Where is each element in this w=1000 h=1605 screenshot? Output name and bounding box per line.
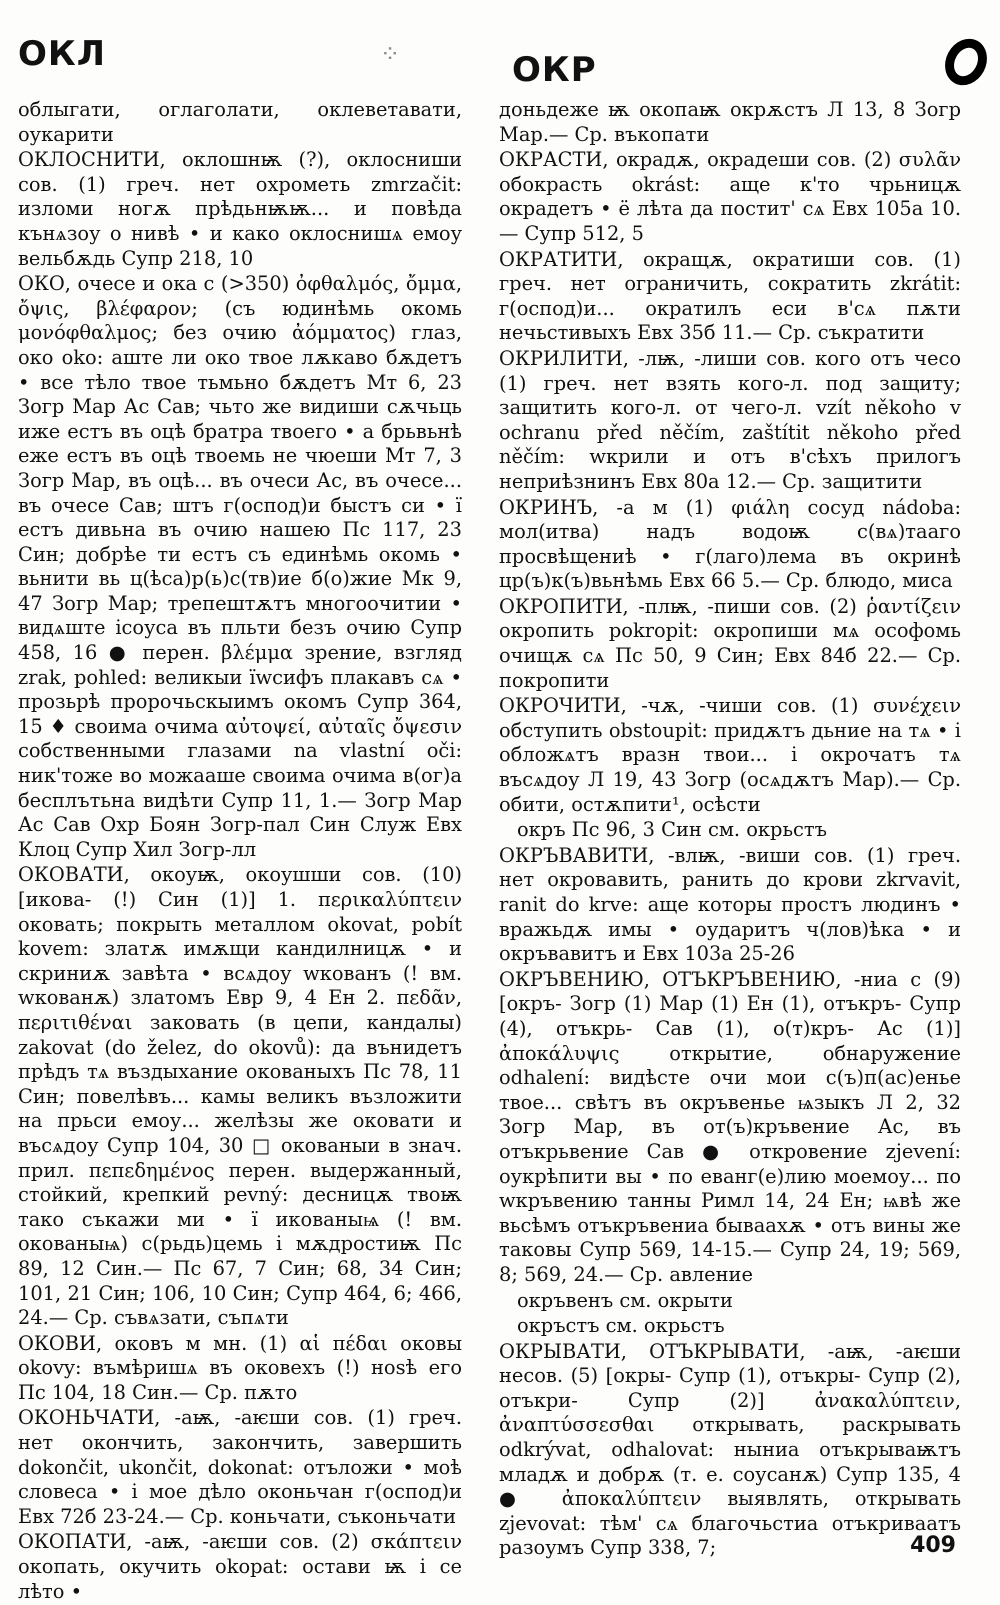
entry-okriliti: ОКРИЛИТИ, -лѭ, -лиши сов. кого отъ чесо (1) греч. нет взять кого-л. под защиту; защитить кого-л. от чего-л. vzít někoho v ochranu před něčím, zaštítit někoho před něčím: wкрили и отъ в'сѣхъ прилогъ неприѣзнинъ Евх 80а 12.— Ср. защитити bbox=[499, 346, 961, 493]
entry-continuation: доньдеже ѭ окопаѭ окрѫстъ Л 13, 8 Зогр Мар.— Ср. въкопати bbox=[499, 98, 961, 146]
entry-continuation: облыгати, оглаголати, оклеветавати, оукарити bbox=[18, 98, 462, 146]
cross-reference: окръ Пс 96, 3 Син см. окрьстъ bbox=[517, 818, 827, 842]
entry-okonychati: ОКОНЬЧАТИ, -аѭ, -аѥши сов. (1) греч. нет окончить, закончить, завершить dokončit, ukončit, dokonat: отъложи • моѣ словеса • і мое дѣло оконьчан г(оспод)и Евх 72б 23-24.— Ср. коньчати, съконьчати bbox=[18, 1406, 462, 1528]
section-letter-o-icon bbox=[937, 31, 995, 92]
entry-okryvati: ОКРЫВАТИ, ОТЪКРЫВАТИ, -аѭ, -аѥши несов. (5) [окры- Супр (1), отъкры- Супр (2), отъкри- Супр (2)] ἀνακαλύπτειν, ἀναπτύσσεσθαι открывать, раскрывать odkrývat, odhalovat: ныниа отъкрываѭтъ младѫ и добрѫ (т. е. соусанѫ) Супр 135, 4 ● ἀποκαλύπτειν выявлять, открывать zjevovat: тѣм' сѧ благочьстиа отъкриваатъ разоумъ Супр 338, 7; bbox=[499, 1339, 961, 1560]
entry-okloсniti: ОКЛОСНИТИ, оклошнѭ (?), оклосниши сов. (1) греч. нет охрометь zmrzačit: изломи ногѫ прѣдьнѭѭ... и повѣда кънѧзоу о нивѣ • и како оклоснишѧ емоу вельбѫдь Супр 218, 10 bbox=[18, 148, 462, 270]
running-head-left: ОКЛ bbox=[18, 34, 106, 74]
entry-okrochiti: ОКРОЧИТИ, -чѫ, -чиши сов. (1) συνέχειν обступить obstoupit: придѫтъ дьние на тѧ • і обложѧтъ вразн твои... і окрочатъ тѧ въсѧдоу Л 19, 43 Зогр (осѧдѫтъ Мар).— Ср. обити, остѫпити¹, осѣсти bbox=[499, 694, 961, 816]
running-head-center: ОКР bbox=[512, 50, 597, 90]
entry-okropiti: ОКРОПИТИ, -плѭ, -пиши сов. (2) ῥαντίζειν окропить pokropit: окропиши мѧ ософомь очищѫ сѧ Пс 50, 9 Син; Евх 84б 22.— Ср. покропити bbox=[499, 594, 961, 692]
entry-okovati: ОКОВАТИ, окоуѭ, окоушши сов. (10) [икова- (!) Син (1)] 1. περικαλύπτειν оковать; покрыть металлом okovat, pobít kovem: златѫ имѫщи кандилницѫ • и скриниѫ завѣта • всѧдоу wкованъ (! вм. wкованѫ) златомъ Евр 9, 4 Ен 2. πεδᾶν, περιτιθέναι заковать (в цепи, кандалы) zakovat (do želez, do okovů): да вънидетъ прѣдъ тѧ въздыхание окованыхъ Пс 78, 11 Син; повелѣвъ... камы великъ възложити на прьси емоу... желѣзы же оковати и въсѧдоу Супр 104, 30 □ окованыи в знач. прил. πεπεδημένος перен. выдержанный, стойкий, крепкий pevný: десницѫ твоѭ тако съкажи ми • ї икованыѩ (! вм. окованыѩ) с(рьдь)цемь і мѫдростиѭ Пс 89, 12 Син.— Пс 67, 7 Син; 68, 34 Син; 101, 21 Син; 106, 10 Син; Супр 464, 6; 466, 24.— Ср. съвѧзати, съпѧти bbox=[18, 863, 462, 1330]
entry-okovi: ОКОВИ, оковъ м мн. (1) αἱ πέδαι оковы okovy: въмѣришѧ въ оковехъ (!) ноѕѣ его Пс 104, 18 Син.— Ср. пѫто bbox=[18, 1331, 462, 1404]
right-column bbox=[499, 98, 961, 1562]
entry-okrin: ОКРИНЪ, -а м (1) φιάλη сосуд nádoba: мол(итва) надъ водоѭ с(вѧ)тааго просвѣщениѣ • г(лаго)лема въ окринѣ цр(ъ)к(ъ)вьнѣмь Евх 66 5.— Ср. блюдо, миса bbox=[499, 495, 961, 593]
page-number: 409 bbox=[910, 1533, 956, 1558]
entry-okratiti: ОКРАТИТИ, окращѫ, ократиши сов. (1) греч. нет ограничить, сократить zkrátit: г(оспод)и... ократилъ еси в'сѧ пѫти нечьстивыхъ Евх 35б 11.— Ср. съкратити bbox=[499, 247, 961, 345]
print-smudge: ⁘ bbox=[380, 40, 401, 68]
entry-okrvenie: ОКРЪВЕНИЮ, ОТЪКРЪВЕНИЮ, -ниа с (9) [окръ- Зогр (1) Мар (1) Ен (1), отъкръ- Супр (4), отъкрь- Сав (1), о(т)кръ- Ас (1)] ἀποκάλυψις открытие, обнаружение odhalení: видѣсте очи мои с(ъ)п(ас)енье твое... свѣтъ въ окръвенье ѩзыкъ Л 2, 32 Зогр Мар, въ от(ъ)кръвение Ас, въ отъкрьвение Сав ● откровение zjevení: оукрѣпити вы • по еванг(е)лию моемоу... по wкръвению танны Римл 14, 24 Ен; ѩвѣ же вьсѣмъ отъкръвениа бываахѫ • отъ вины же таковы Супр 569, 14-15.— Супр 24, 19; 569, 8; 569, 24.— Ср. авление bbox=[499, 967, 961, 1286]
cross-reference: окръвенъ см. окрыти bbox=[517, 1288, 733, 1312]
entry-oko: ОКО, очесе и ока с (>350) ὀφθαλμός, ὄμμα, ὄψις, βλέφαρον; (съ юдинѣмь окомь μονόφθαλμος; без очию ἀόμματος) глаз, око oko: аште ли око твое лѫкаво бѫдетъ • все тѣло твое тьмьно бѫдетъ Мт 6, 23 Зогр Мар Ас Сав; чьто же видиши сѫчьць иже естъ въ оцѣ братра твоего • а брьвьнѣ еже естъ въ оцѣ твоемь не чюеши Мт 7, 3 Зогр Мар, въ оцѣ... въ очеси Ас, въ очесе... въ очесе Сав; штъ г(оспод)и быстъ си • ї естъ дивьна въ очию нашею Пс 117, 23 Син; добрѣе ти естъ съ единѣмь окомь • вьнити вь ц(ѣса)р(ь)с(тв)ие б(о)жие Мк 9, 47 Зогр Мар; трепештѫтъ многоочитии • видѧште ісоуса въ пльти безъ очию Супр 458, 16 ● перен. βλέμμα зрение, взгляд zrak, pohled: великыи їwсифъ плакавъ сѧ • прозьрѣ пророчьскыимъ окомъ Супр 364, 15 ♦ своима очима αὐτοψεί, αὐταῖς ὄψεσιν собственными глазами na vlastní oči: ник'тоже во можааше своима очима в(ог)а бесплътьна видѣти Супр 11, 1.— Зогр Мар Ас Сав Охр Боян Зогр-пал Син Служ Евх Клоц Супр Хил Зогр-лл bbox=[18, 272, 462, 861]
cross-reference: окръстъ см. окрьстъ bbox=[517, 1314, 725, 1338]
left-column bbox=[18, 98, 462, 1605]
entry-okrvaviti: ОКРЪВАВИТИ, -влѭ, -виши сов. (1) греч. нет окровавить, ранить до крови zkrvavit, ranit do krve: аще которы простъ людинъ • вражьдѫ имы • оударитъ ч(лов)ѣка • и окръвавитъ и Евх 103а 25-26 bbox=[499, 843, 961, 966]
entry-okrasti: ОКРАСТИ, окрадѫ, окрадеши сов. (2) συλᾶν обокрасть okrást: аще к'то чрьницѫ окрадетъ • ё лѣта да постит' сѧ Евх 105а 10.— Супр 512, 5 bbox=[499, 148, 961, 245]
entry-okopati: ОКОПАТИ, -аѭ, -аѥши сов. (2) σκάπτειν окопать, окучить okopat: остави ѭ і се лѣто • bbox=[18, 1530, 462, 1603]
